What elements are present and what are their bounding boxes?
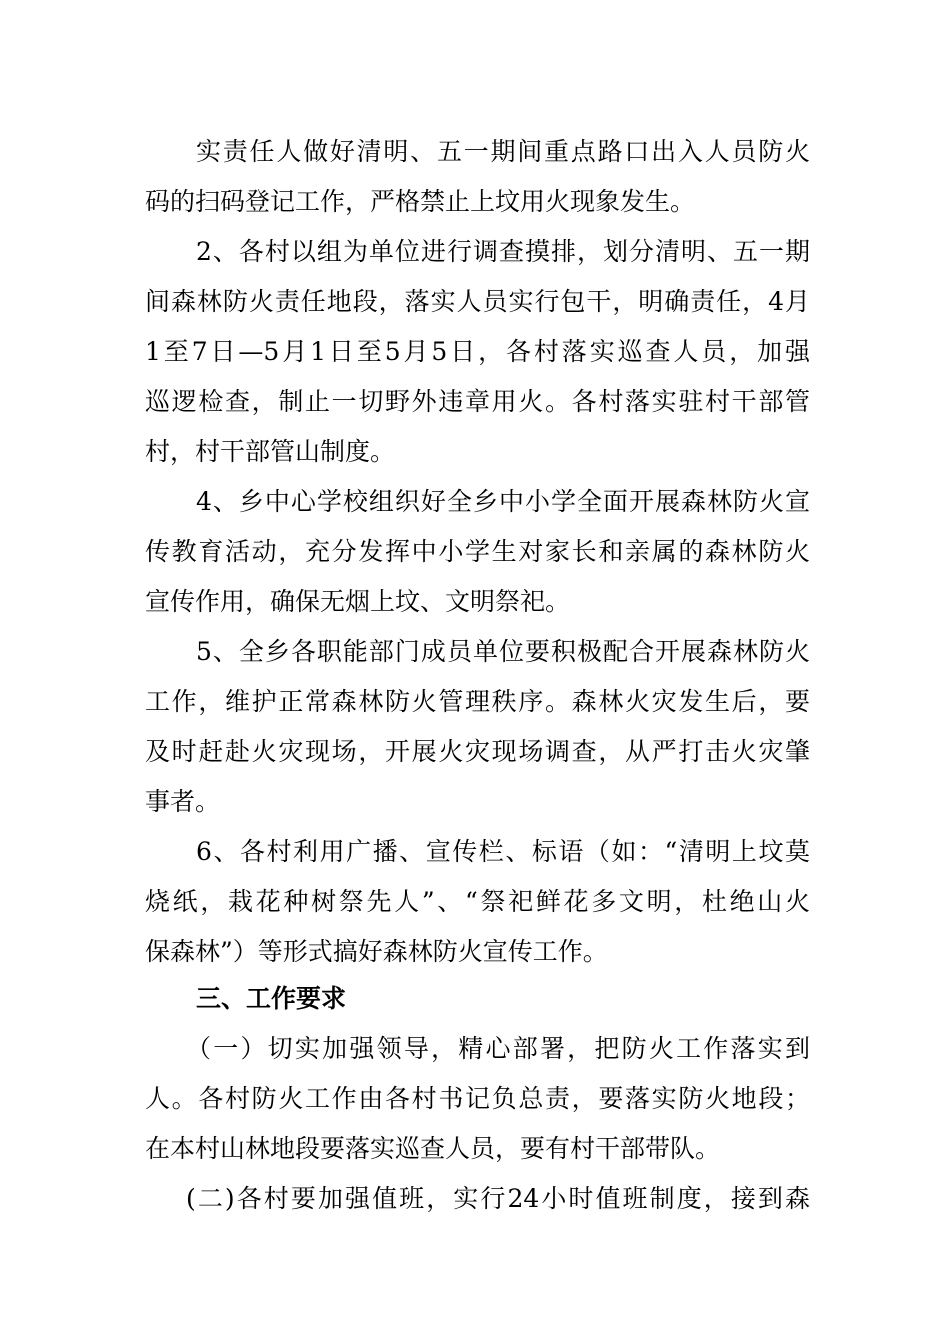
section-heading: 三、工作要求 bbox=[196, 984, 347, 1013]
paragraph-line: 5、全乡各职能部门成员单位要积极配合开展森林防火 bbox=[196, 637, 810, 666]
paragraph-line: （一）切实加强领导，精心部署，把防火工作落实到 bbox=[186, 1034, 810, 1063]
paragraph-line: 码的扫码登记工作，严格禁止上坟用火现象发生。 bbox=[145, 187, 696, 216]
paragraph-line: 烧纸，栽花种树祭先人”、“祭祀鲜花多文明，杜绝山火 bbox=[145, 887, 810, 916]
paragraph-line: 实责任人做好清明、五一期间重点路口出入人员防火 bbox=[196, 137, 810, 166]
paragraph-line: 1至7日—5月1日至5月5日，各村落实巡查人员，加强 bbox=[145, 337, 810, 366]
paragraph-line: 间森林防火责任地段，落实人员实行包干，明确责任，4月 bbox=[145, 287, 810, 316]
paragraph-line: 巡逻检查，制止一切野外违章用火。各村落实驻村干部管 bbox=[145, 387, 810, 416]
paragraph-line: 及时赶赴火灾现场，开展火灾现场调查，从严打击火灾肇 bbox=[145, 737, 810, 766]
paragraph-line: 2、各村以组为单位进行调查摸排，划分清明、五一期 bbox=[196, 237, 810, 266]
paragraph-line: 人。各村防火工作由各村书记负总责，要落实防火地段； bbox=[145, 1084, 810, 1113]
paragraph-line: 保森林”）等形式搞好森林防火宣传工作。 bbox=[145, 937, 608, 966]
paragraph-line: 事者。 bbox=[145, 787, 221, 816]
paragraph-line: 宣传作用，确保无烟上坟、文明祭祀。 bbox=[145, 587, 571, 616]
paragraph-line: 工作，维护正常森林防火管理秩序。森林火灾发生后，要 bbox=[145, 687, 810, 716]
paragraph-line: 6、各村利用广播、宣传栏、标语（如：“清明上坟莫 bbox=[196, 837, 810, 866]
paragraph-line: (二)各村要加强值班，实行24小时值班制度，接到森 bbox=[186, 1184, 810, 1213]
paragraph-line: 4、乡中心学校组织好全乡中小学全面开展森林防火宣 bbox=[196, 487, 810, 516]
paragraph-line: 在本村山林地段要落实巡查人员，要有村干部带队。 bbox=[145, 1134, 721, 1163]
paragraph-line: 传教育活动，充分发挥中小学生对家长和亲属的森林防火 bbox=[145, 537, 810, 566]
paragraph-line: 村，村干部管山制度。 bbox=[145, 437, 396, 466]
